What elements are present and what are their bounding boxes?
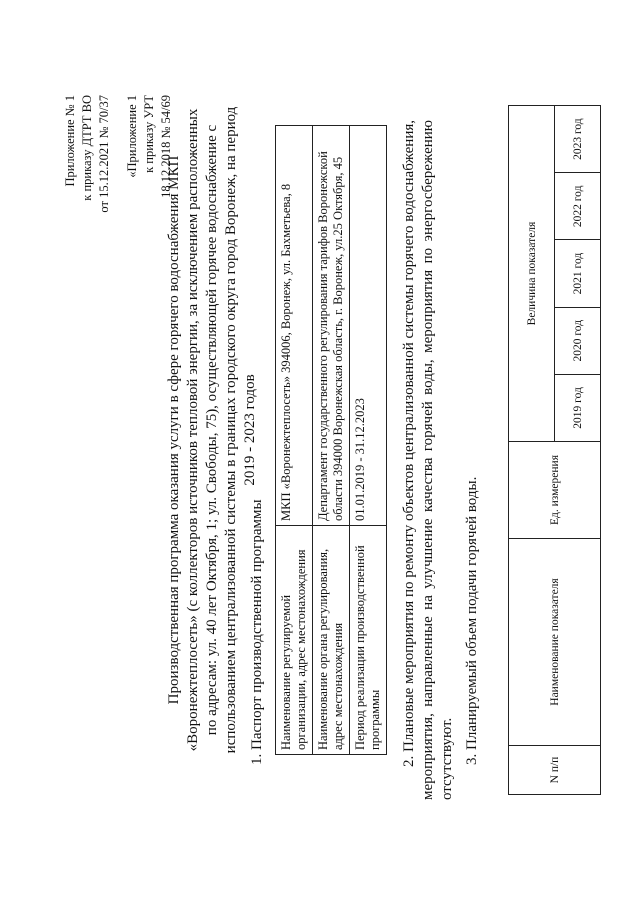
appendix-current-line2: к приказу ДТРТ ВО [80,95,94,201]
passport-label-cell: Период реализации производственной программы [350,526,387,755]
table-row [350,126,387,755]
passport-value-cell: Департамент государственного регулирования тарифов Воронежской области 394000 Воронежская область, г. Воронеж, ул.25 Октября, 45 [313,126,350,526]
header-year: 2020 год [555,307,601,374]
appendix-original-line3: 18.12.2018 № 54/69 [159,95,173,198]
header-year: 2023 год [555,106,601,173]
program-passport-table [275,125,387,755]
section2-paragraph [400,120,457,800]
section1-heading: 1. Паспорт производственной программы [249,499,265,765]
passport-value-cell: МКП «Воронежтеплосеть» 394006, Воронеж, ул. Бахметьева, 8 [276,126,313,526]
section3-heading: 3. Планируемый объем подачи горячей воды. [464,476,480,765]
hot-water-volume-table [508,105,601,795]
passport-label-cell: Наименование регулируемой организации, адрес местонахождения [276,526,313,755]
header-unit: Ед. измерения [509,442,601,539]
appendix-original-line2: к приказу УРТ [142,95,156,173]
header-indicator-values: Величина показателя [509,106,555,442]
passport-value-cell: 01.01.2019 - 31.12.2023 [350,126,387,526]
header-row-number: N п/п [509,746,601,795]
header-year: 2019 год [555,374,601,441]
appendix-current-line3: от 15.12.2021 № 70/37 [97,95,111,213]
program-title: Производственная программа оказания услуги в сфере горячего водоснабжения МКП «Воронежтеплосеть» (с коллекторов источников тепловой энергии, за исключением расположенных по адресам: ул. 40 лет Октября, 1; ул. Свободы, 75), осуществляющей горячее водоснабжение с использованием централизованной системы в границах городского округа город Воронеж, на период 2019 - 2023 годов [166,106,258,754]
table-header-row [509,106,555,795]
header-year: 2021 год [555,240,601,307]
table-row [276,126,313,755]
appendix-original-line1: «Приложение 1 [125,95,139,178]
table-row [313,126,350,755]
passport-label-cell: Наименование органа регулирования, адрес местонахождения [313,526,350,755]
header-year: 2022 год [555,173,601,240]
appendix-current-reference [62,95,113,213]
appendix-current-line1: Приложение № 1 [63,95,77,187]
section2-text: 2. Плановые мероприятия по ремонту объектов централизованной системы горячего водоснабжения, мероприятия, направленные на улучшение качества горячей воды, мероприятия по энергосбережению отсутствуют. [401,120,455,800]
header-indicator-name: Наименование показателя [509,539,601,746]
